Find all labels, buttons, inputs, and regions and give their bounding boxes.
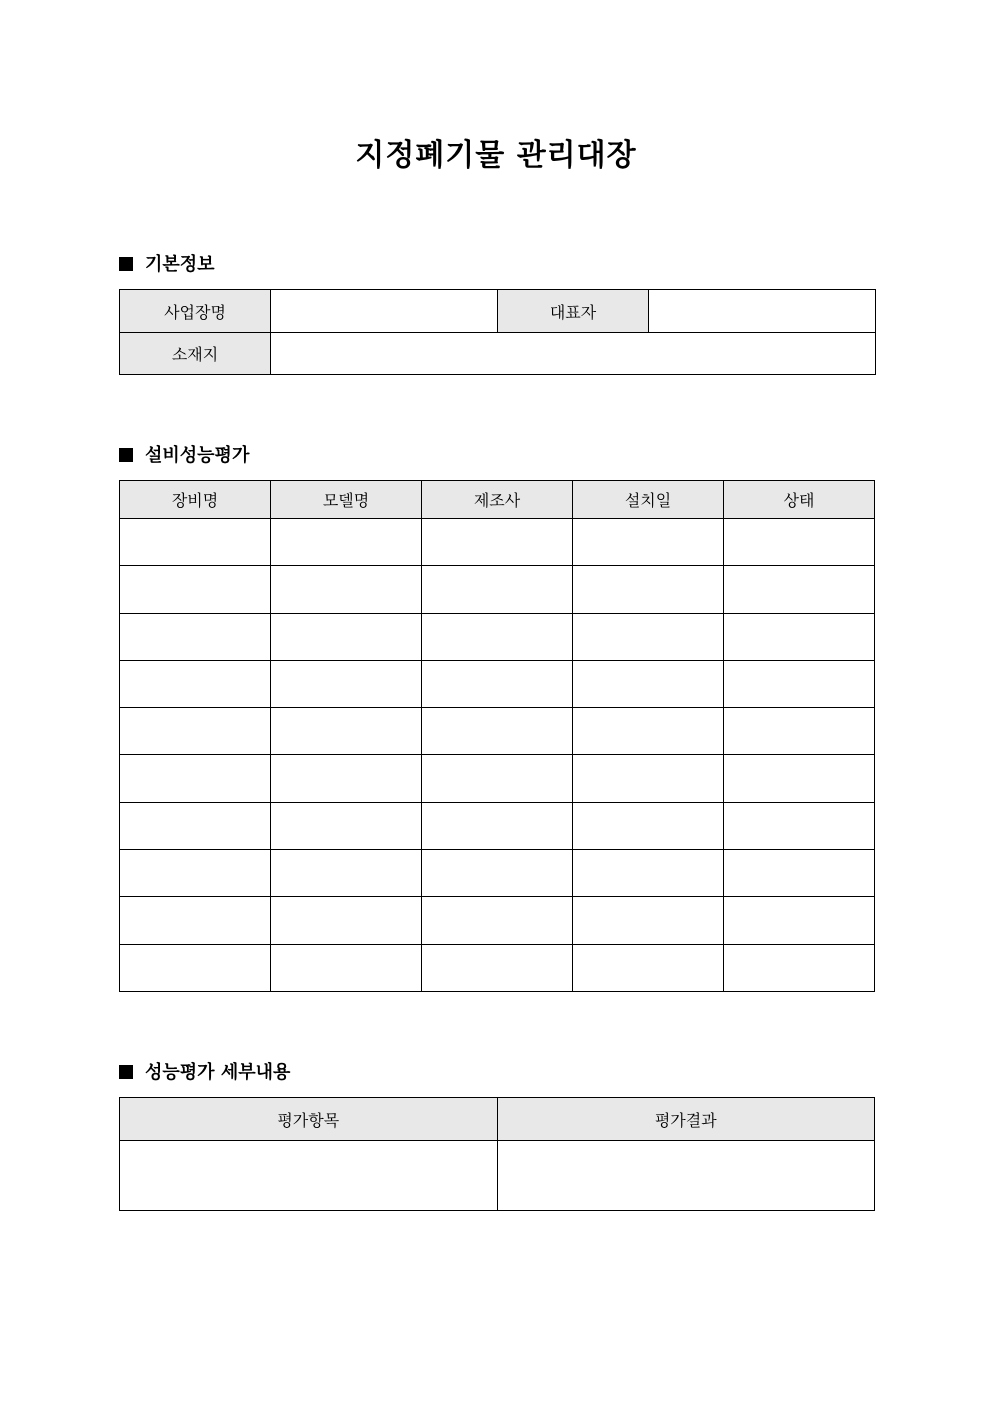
table-cell[interactable] xyxy=(573,566,724,613)
table-row xyxy=(120,519,875,566)
table-row xyxy=(120,333,876,375)
table-cell[interactable] xyxy=(573,708,724,755)
table-cell[interactable] xyxy=(724,660,875,707)
business-name-field[interactable] xyxy=(271,290,498,333)
table-cell[interactable] xyxy=(271,897,422,944)
table-row xyxy=(120,755,875,802)
table-row xyxy=(120,708,875,755)
column-header: 제조사 xyxy=(422,481,573,519)
table-header-row xyxy=(120,1098,875,1141)
table-cell[interactable] xyxy=(573,660,724,707)
table-cell[interactable] xyxy=(573,519,724,566)
section-heading-evaluation-detail xyxy=(119,1060,290,1086)
table-cell[interactable] xyxy=(422,566,573,613)
section-heading-basic-info xyxy=(119,252,215,278)
table-cell[interactable] xyxy=(724,613,875,660)
table-row xyxy=(120,566,875,613)
table-cell[interactable] xyxy=(422,519,573,566)
table-row xyxy=(120,850,875,897)
square-bullet-icon xyxy=(119,448,133,462)
table-cell[interactable] xyxy=(573,944,724,991)
table-cell[interactable] xyxy=(120,519,271,566)
table-cell[interactable] xyxy=(120,850,271,897)
table-cell[interactable] xyxy=(422,802,573,849)
table-cell[interactable] xyxy=(120,802,271,849)
table-cell[interactable] xyxy=(573,850,724,897)
table-cell[interactable] xyxy=(271,613,422,660)
square-bullet-icon xyxy=(119,257,133,271)
representative-label: 대표자 xyxy=(498,290,649,333)
address-label: 소재지 xyxy=(120,333,271,375)
table-cell[interactable] xyxy=(120,897,271,944)
table-cell[interactable] xyxy=(573,755,724,802)
address-field[interactable] xyxy=(271,333,876,375)
table-row xyxy=(120,1141,875,1211)
table-header-row xyxy=(120,481,875,519)
table-cell[interactable] xyxy=(724,519,875,566)
table-cell[interactable] xyxy=(497,1141,875,1211)
table-row xyxy=(120,290,876,333)
table-cell[interactable] xyxy=(271,519,422,566)
column-header: 평가결과 xyxy=(497,1098,875,1141)
equipment-table xyxy=(119,480,875,992)
table-cell[interactable] xyxy=(724,802,875,849)
column-header: 모델명 xyxy=(271,481,422,519)
table-cell[interactable] xyxy=(724,850,875,897)
table-cell[interactable] xyxy=(120,566,271,613)
table-cell[interactable] xyxy=(573,897,724,944)
section-heading-label: 기본정보 xyxy=(145,254,215,275)
table-cell[interactable] xyxy=(422,944,573,991)
square-bullet-icon xyxy=(119,1065,133,1079)
table-row xyxy=(120,613,875,660)
table-row xyxy=(120,660,875,707)
table-cell[interactable] xyxy=(120,708,271,755)
table-cell[interactable] xyxy=(422,660,573,707)
column-header: 평가항목 xyxy=(120,1098,498,1141)
table-cell[interactable] xyxy=(271,850,422,897)
table-cell[interactable] xyxy=(422,708,573,755)
basic-info-table xyxy=(119,289,876,375)
table-cell[interactable] xyxy=(724,944,875,991)
table-cell[interactable] xyxy=(724,897,875,944)
evaluation-detail-table xyxy=(119,1097,875,1211)
table-cell[interactable] xyxy=(724,755,875,802)
table-cell[interactable] xyxy=(573,802,724,849)
table-cell[interactable] xyxy=(422,613,573,660)
table-cell[interactable] xyxy=(573,613,724,660)
table-cell[interactable] xyxy=(271,660,422,707)
table-row xyxy=(120,802,875,849)
section-heading-equipment xyxy=(119,443,249,469)
table-cell[interactable] xyxy=(120,944,271,991)
table-cell[interactable] xyxy=(271,708,422,755)
table-cell[interactable] xyxy=(120,755,271,802)
table-cell[interactable] xyxy=(271,802,422,849)
table-cell[interactable] xyxy=(422,850,573,897)
section-heading-label: 설비성능평가 xyxy=(145,445,250,466)
table-row xyxy=(120,944,875,991)
table-cell[interactable] xyxy=(422,897,573,944)
table-cell[interactable] xyxy=(271,755,422,802)
table-cell[interactable] xyxy=(120,1141,498,1211)
table-cell[interactable] xyxy=(422,755,573,802)
table-cell[interactable] xyxy=(724,708,875,755)
table-cell[interactable] xyxy=(120,660,271,707)
table-cell[interactable] xyxy=(271,944,422,991)
representative-field[interactable] xyxy=(649,290,876,333)
table-cell[interactable] xyxy=(271,566,422,613)
column-header: 장비명 xyxy=(120,481,271,519)
column-header: 상태 xyxy=(724,481,875,519)
section-heading-label: 성능평가 세부내용 xyxy=(145,1062,291,1083)
table-cell[interactable] xyxy=(120,613,271,660)
document-title: 지정폐기물 관리대장 xyxy=(355,138,637,173)
business-name-label: 사업장명 xyxy=(120,290,271,333)
table-cell[interactable] xyxy=(724,566,875,613)
column-header: 설치일 xyxy=(573,481,724,519)
table-row xyxy=(120,897,875,944)
